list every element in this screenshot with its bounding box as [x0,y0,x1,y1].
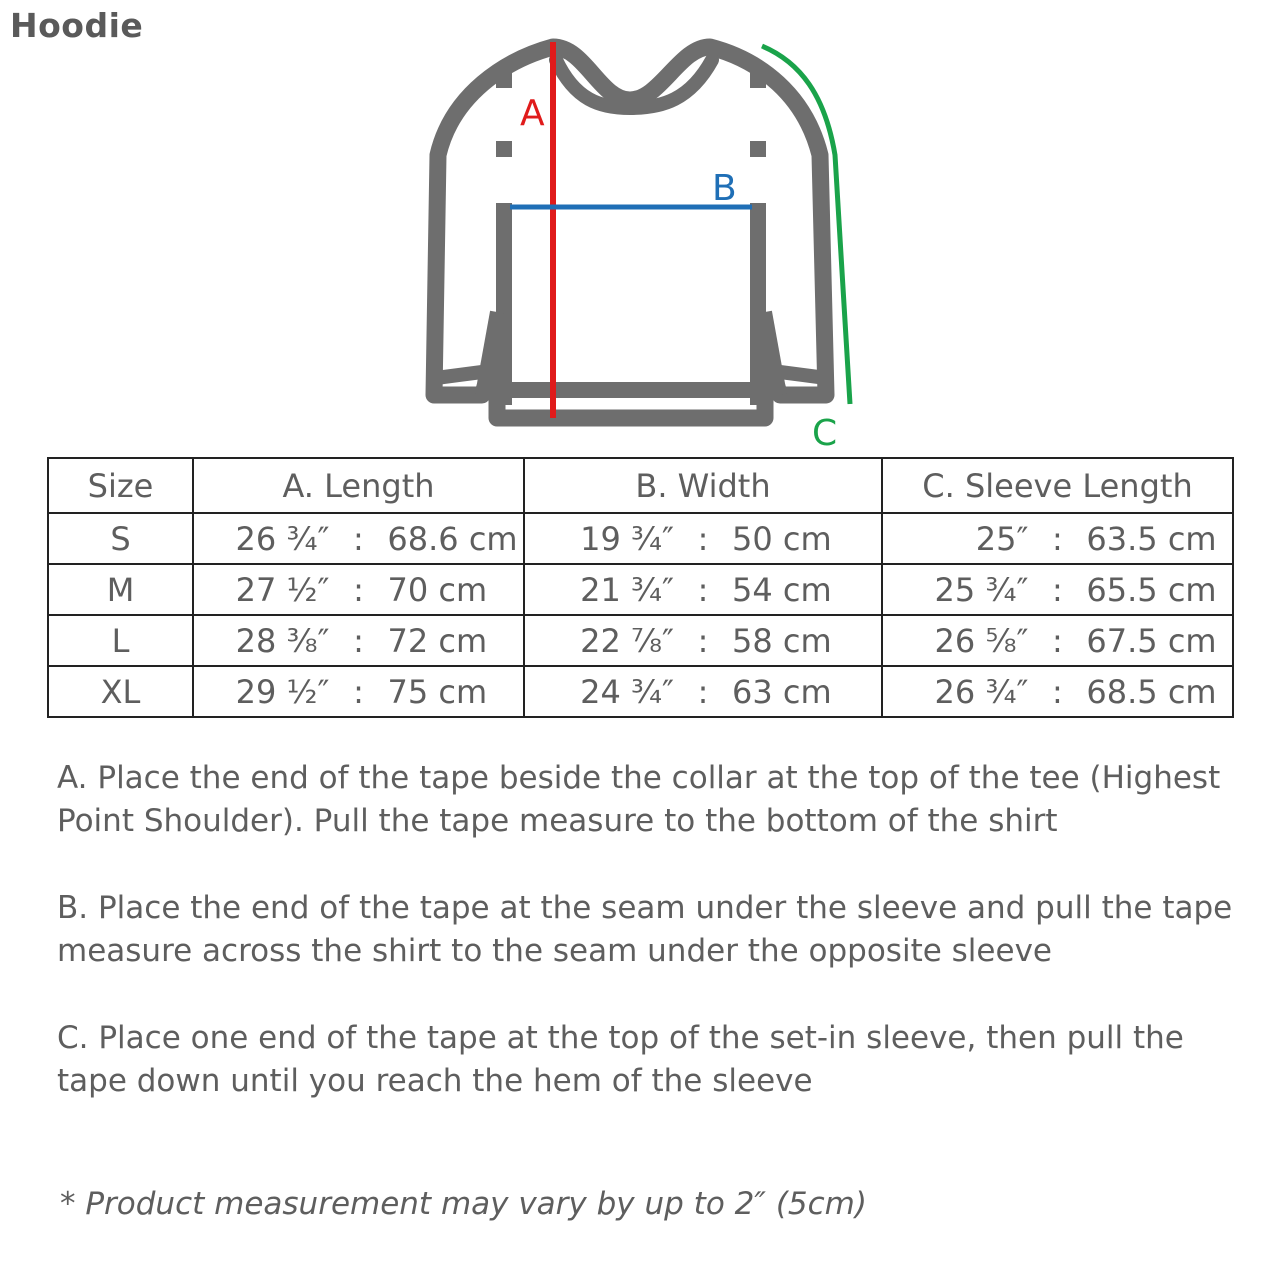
header-size: Size [48,458,193,513]
seam-mark [750,72,766,88]
width-cell: 21 ¾″ : 54 cm [524,564,882,615]
hoodie-diagram [0,0,1279,460]
sleeve-cell: 26 ⅝″ : 67.5 cm [882,615,1233,666]
sleeve-cell: 26 ¾″ : 68.5 cm [882,666,1233,717]
length-cell: 27 ½″ : 70 cm [193,564,524,615]
header-length: A. Length [193,458,524,513]
right-cuff-line [780,372,826,378]
header-sleeve-length: C. Sleeve Length [882,458,1233,513]
width-cell: 22 ⅞″ : 58 cm [524,615,882,666]
label-b: B [712,168,737,209]
instruction-b: B. Place the end of the tape at the seam under the sleeve and pull the tape measure across the shirt to the seam under the opposite sleeve [57,890,1233,969]
length-cell: 29 ½″ : 75 cm [193,666,524,717]
length-cell: 28 ⅜″ : 72 cm [193,615,524,666]
page-title: Hoodie [10,6,144,45]
size-cell: S [48,513,193,564]
table-row [48,513,1233,564]
seam-mark [750,141,766,157]
table-row [48,564,1233,615]
instruction-a: A. Place the end of the tape beside the collar at the top of the tee (Highest Point Shoulder). Pull the tape measure to the bottom of the shirt [57,760,1221,839]
label-a: A [520,93,545,134]
table-header-row [48,458,1233,513]
width-cell: 19 ¾″ : 50 cm [524,513,882,564]
width-cell: 24 ¾″ : 63 cm [524,666,882,717]
seam-mark [496,141,512,157]
size-cell: L [48,615,193,666]
left-cuff-line [436,372,482,378]
measurement-disclaimer: * Product measurement may vary by up to 2″ (5cm) [60,1186,867,1222]
table-row [48,666,1233,717]
length-cell: 26 ¾″ : 68.6 cm [193,513,524,564]
header-width: B. Width [524,458,882,513]
size-chart-table [47,457,1234,718]
label-c: C [812,413,838,454]
instruction-c: C. Place one end of the tape at the top of the set-in sleeve, then pull the tape down until you reach the hem of the sleeve [57,1020,1184,1099]
table-row [48,615,1233,666]
sleeve-cell: 25 ¾″ : 65.5 cm [882,564,1233,615]
size-cell: M [48,564,193,615]
size-cell: XL [48,666,193,717]
sleeve-cell: 25″ : 63.5 cm [882,513,1233,564]
measurement-instructions [57,757,1257,1147]
seam-mark [496,72,512,88]
